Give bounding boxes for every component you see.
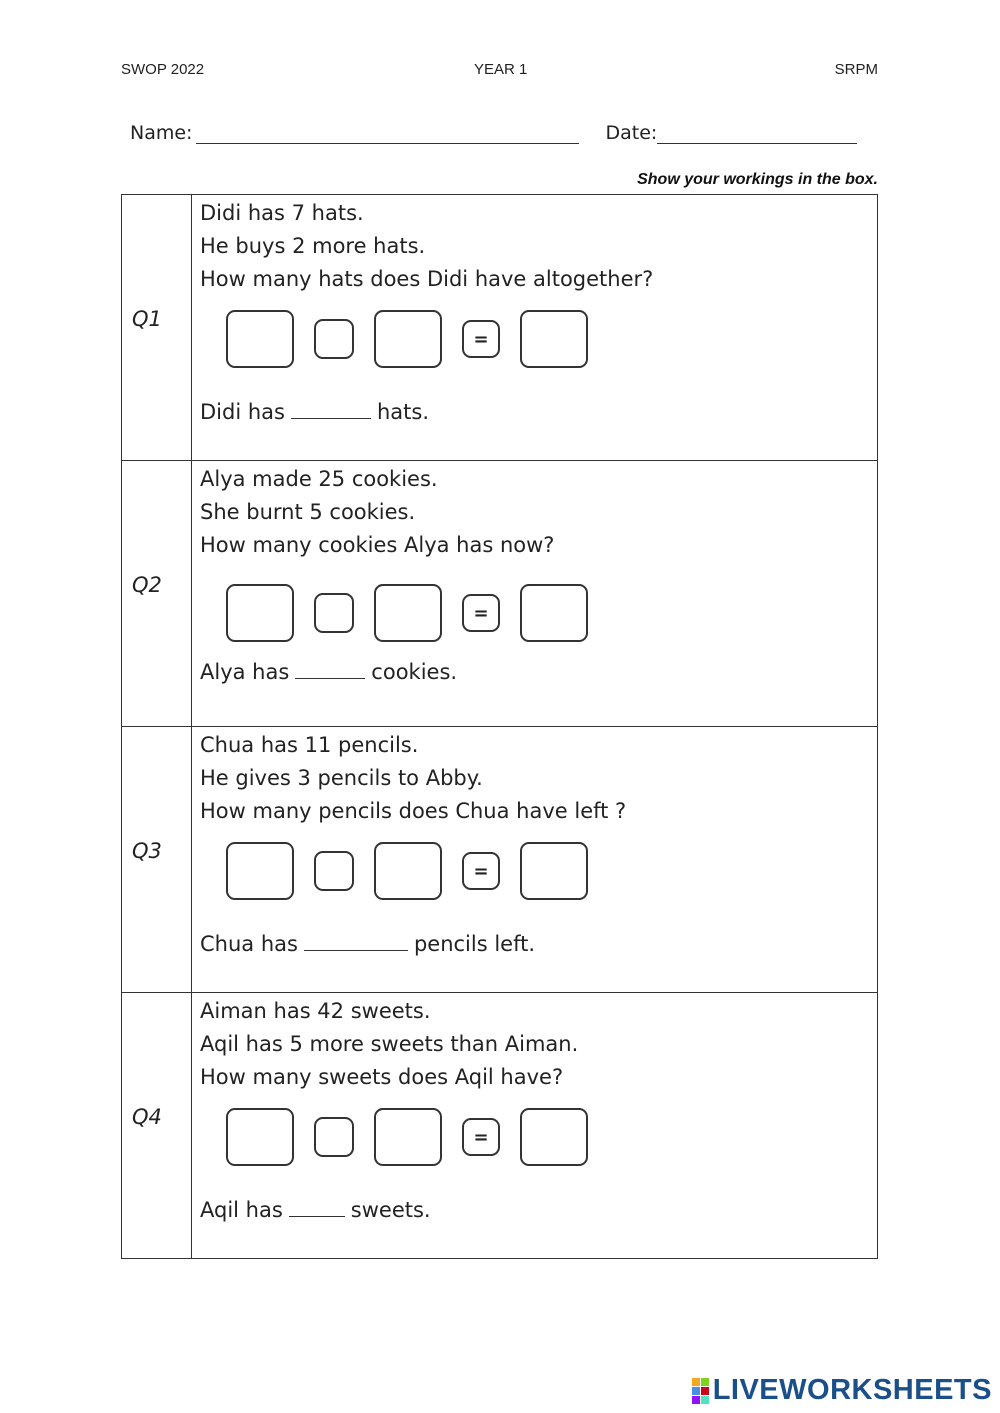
equals-sign-box: = [462, 852, 500, 890]
date-field[interactable] [657, 123, 857, 144]
operator-box[interactable] [314, 851, 354, 891]
question-row-3 [122, 727, 878, 993]
question-body-cell [192, 727, 878, 993]
question-row-4 [122, 993, 878, 1259]
header-right: SRPM [834, 61, 878, 78]
answer-prefix: Aqil has [200, 1198, 283, 1222]
operator-box[interactable] [314, 593, 354, 633]
questions-table [121, 194, 878, 1259]
question-row-1 [122, 195, 878, 461]
name-field[interactable] [196, 123, 579, 144]
equation-row [226, 1106, 877, 1168]
answer-sentence [200, 928, 877, 961]
answer-blank[interactable] [295, 656, 365, 679]
question-line: Chua has 11 pencils. [200, 733, 419, 757]
answer-prefix: Didi has [200, 400, 285, 424]
answer-suffix: pencils left. [413, 932, 536, 956]
question-line: She burnt 5 cookies. [200, 500, 416, 524]
answer-suffix: hats. [376, 400, 429, 424]
question-number: Q4 [132, 1104, 162, 1129]
question-number-cell [122, 195, 192, 461]
name-label: Name: [130, 122, 193, 144]
question-line: He buys 2 more hats. [200, 234, 426, 258]
number-box-1[interactable] [226, 584, 294, 642]
number-box-2[interactable] [374, 584, 442, 642]
date-label: Date: [605, 122, 658, 144]
equals-sign-box: = [462, 320, 500, 358]
equation-row [226, 840, 877, 902]
question-line: How many sweets does Aqil have? [200, 1065, 564, 1089]
question-number-cell [122, 461, 192, 727]
answer-suffix: sweets. [350, 1198, 431, 1222]
equals-sign-box: = [462, 594, 500, 632]
number-box-2[interactable] [374, 842, 442, 900]
number-box-1[interactable] [226, 310, 294, 368]
name-date-row [130, 122, 857, 144]
operator-box[interactable] [314, 319, 354, 359]
instruction-text: Show your workings in the box. [637, 171, 878, 188]
question-row-2 [122, 461, 878, 727]
answer-blank[interactable] [291, 396, 371, 419]
answer-blank[interactable] [304, 928, 408, 951]
question-line: How many cookies Alya has now? [200, 533, 555, 557]
header-left: SWOP 2022 [121, 61, 205, 78]
number-box-1[interactable] [226, 842, 294, 900]
equals-sign-box: = [462, 1118, 500, 1156]
answer-sentence [200, 396, 877, 429]
liveworksheets-brand [692, 1374, 992, 1407]
number-box-2[interactable] [374, 1108, 442, 1166]
equation-row [226, 582, 877, 644]
question-line: How many pencils does Chua have left ? [200, 799, 627, 823]
equation-row [226, 308, 877, 370]
question-line: Alya made 25 cookies. [200, 467, 438, 491]
answer-prefix: Alya has [200, 660, 290, 684]
question-line: Didi has 7 hats. [200, 201, 364, 225]
question-body-cell [192, 195, 878, 461]
question-number: Q2 [132, 572, 162, 597]
answer-blank[interactable] [289, 1194, 345, 1217]
question-line: He gives 3 pencils to Abby. [200, 766, 483, 790]
question-number-cell [122, 727, 192, 993]
liveworksheets-logo-icon [692, 1378, 709, 1404]
result-box[interactable] [520, 584, 588, 642]
question-body-cell [192, 461, 878, 727]
number-box-2[interactable] [374, 310, 442, 368]
result-box[interactable] [520, 310, 588, 368]
question-number: Q3 [132, 838, 162, 863]
question-number: Q1 [132, 306, 162, 331]
result-box[interactable] [520, 842, 588, 900]
answer-sentence [200, 656, 877, 689]
question-body-cell [192, 993, 878, 1259]
operator-box[interactable] [314, 1117, 354, 1157]
question-line: Aqil has 5 more sweets than Aiman. [200, 1032, 579, 1056]
question-line: Aiman has 42 sweets. [200, 999, 431, 1023]
brand-text: LIVEWORKSHEETS [712, 1374, 992, 1406]
question-number-cell [122, 993, 192, 1259]
header-center: YEAR 1 [474, 61, 528, 78]
answer-sentence [200, 1194, 877, 1227]
result-box[interactable] [520, 1108, 588, 1166]
answer-prefix: Chua has [200, 932, 298, 956]
question-line: How many hats does Didi have altogether? [200, 267, 654, 291]
number-box-1[interactable] [226, 1108, 294, 1166]
answer-suffix: cookies. [371, 660, 458, 684]
